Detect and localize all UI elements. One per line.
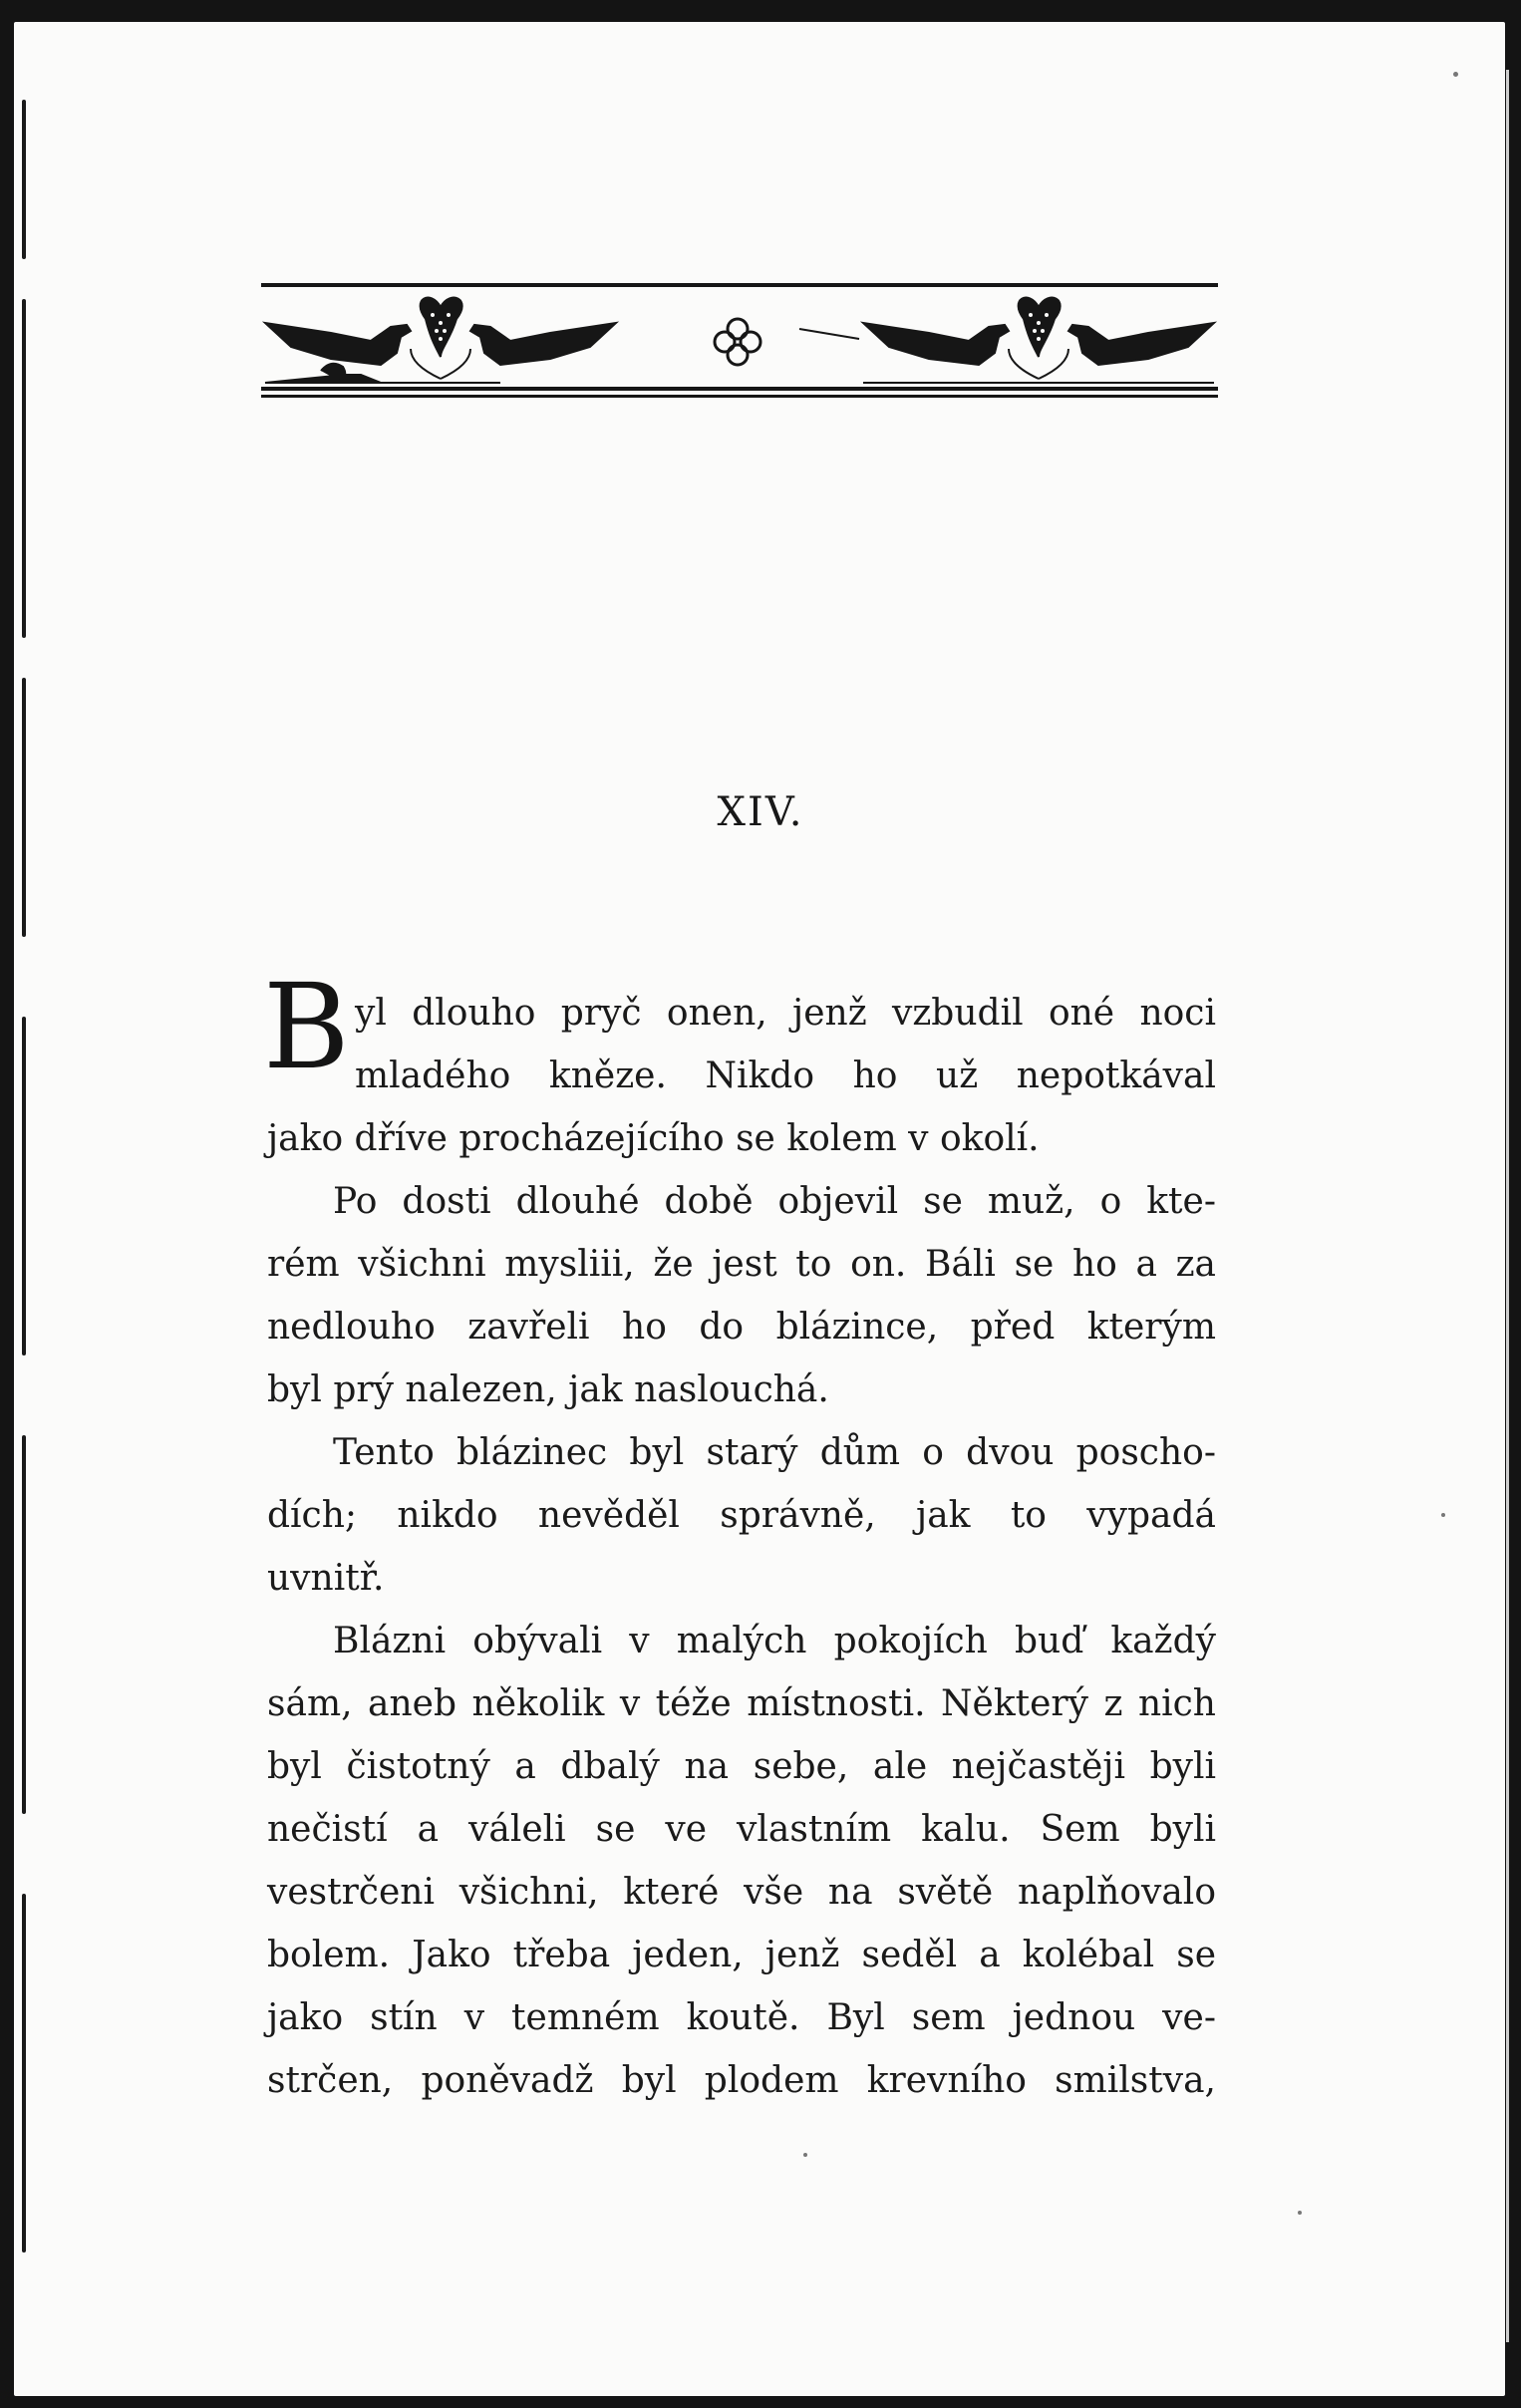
text-line: vestrčeni všichni, které vše na světě naplňovalo <box>267 1872 1216 1913</box>
text-line: byl prý nalezen, jak naslouchá. <box>267 1369 829 1410</box>
text-line: nedlouho zavřeli ho do blázince, před kterým <box>267 1307 1216 1348</box>
text-line: bolem. Jako třeba jeden, jenž seděl a kolébal se <box>267 1935 1216 1975</box>
paper-speck <box>803 2153 807 2157</box>
text-line: dích; nikdo nevěděl správně, jak to vypadá <box>267 1495 1216 1536</box>
text-line: Po dosti dlouhé době objevil se muž, o kte- <box>333 1181 1216 1222</box>
page-binding-edge <box>14 60 36 2352</box>
text-line: strčen, poněvadž byl plodem krevního smilstva, <box>267 2060 1216 2101</box>
drop-cap-letter: B <box>263 958 350 1095</box>
text-line: byl čistotný a dbalý na sebe, ale nejčastěji byli <box>267 1746 1216 1787</box>
text-line: yl dlouho pryč onen, jenž vzbudil oné noci <box>355 993 1216 1034</box>
folk-birds-heart-flower-ornament-icon <box>261 279 1218 411</box>
text-line: Tento blázinec byl starý dům o dvou poscho- <box>333 1432 1216 1473</box>
body-text <box>263 958 1216 2112</box>
text-line: Blázni obývali v malých pokojích buď každý <box>333 1621 1216 1661</box>
text-line: nečistí a váleli se ve vlastním kalu. Sem byli <box>267 1809 1216 1850</box>
text-line: jako dříve procházejícího se kolem v okolí. <box>267 1118 1040 1159</box>
chapter-number: XIV. <box>717 789 804 835</box>
paper-speck <box>1453 72 1458 77</box>
text-line: sám, aneb několik v téže místnosti. Některý z nich <box>267 1683 1216 1724</box>
paper-speck <box>1441 1513 1445 1517</box>
text-line: uvnitř. <box>267 1558 385 1599</box>
text-line: rém všichni mysliii, že jest to on. Báli se ho a za <box>267 1244 1216 1285</box>
page-right-edge <box>1506 70 1509 2342</box>
text-line: jako stín v temném koutě. Byl sem jednou ve- <box>267 1997 1216 2038</box>
text-line: mladého kněze. Nikdo ho už nepotkával <box>355 1055 1216 1096</box>
paper-speck <box>1298 2211 1302 2215</box>
